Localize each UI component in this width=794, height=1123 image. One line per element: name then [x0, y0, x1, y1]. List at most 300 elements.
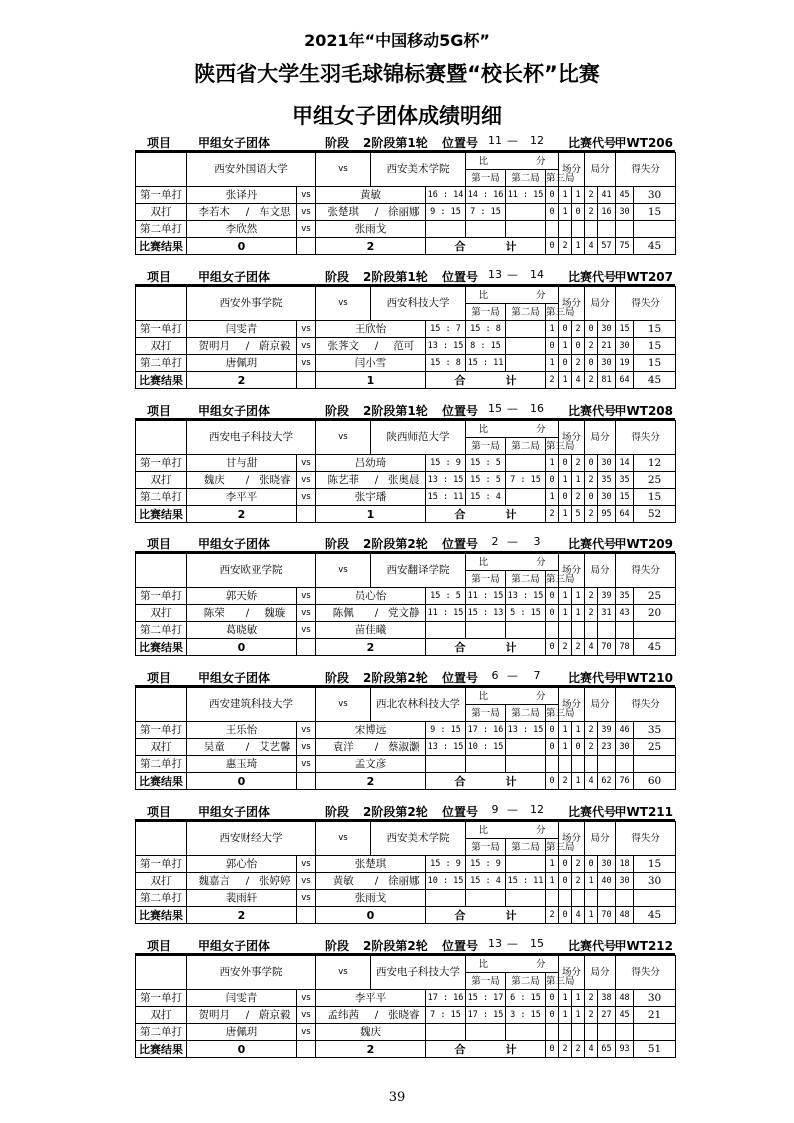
- points-won: 30: [598, 489, 616, 506]
- row-label: 双打: [136, 605, 187, 622]
- final-score-a: 0: [187, 238, 297, 255]
- duration: 15: [634, 856, 676, 873]
- player-b2: 范可: [383, 338, 426, 355]
- duration: 30: [634, 873, 676, 890]
- player-b: 张雨戈: [316, 221, 426, 238]
- blank-cell: [297, 773, 316, 790]
- match-table: [135, 420, 676, 523]
- vs-label: vs: [297, 856, 316, 873]
- final-score-b: 2: [316, 238, 426, 255]
- player-b: 魏庆: [316, 1024, 426, 1041]
- game-points-b: 2: [585, 990, 598, 1007]
- score-header-bi: 比: [478, 423, 489, 435]
- game3-header: 第三局: [546, 170, 559, 187]
- vs-label: vs: [297, 739, 316, 756]
- player-b1: 陈佩: [316, 605, 371, 622]
- total-label: [426, 372, 546, 389]
- score-header-bi: 比: [478, 958, 489, 970]
- row-label: 双打: [136, 472, 187, 489]
- match-points-a: 0: [546, 187, 559, 204]
- final-score-b: 1: [316, 506, 426, 523]
- player-b: 李平平: [316, 990, 426, 1007]
- position-dash: —: [507, 803, 518, 816]
- points-lost: [616, 1024, 634, 1041]
- player-b: 员心怡: [316, 588, 426, 605]
- game3-header: 第三局: [546, 438, 559, 455]
- vs-label: vs: [297, 990, 316, 1007]
- final-score-a: 2: [187, 506, 297, 523]
- player-b: 孟文彦: [316, 756, 426, 773]
- duration: 30: [634, 187, 676, 204]
- final-score-b: 2: [316, 639, 426, 656]
- game-points-header: 局分: [585, 956, 616, 990]
- duration: 35: [634, 722, 676, 739]
- game1-score: 15 : 5: [426, 588, 466, 605]
- final-score-a: 0: [187, 1041, 297, 1058]
- code-label: 比赛代号: [568, 805, 617, 819]
- game-points-b: [585, 1024, 598, 1041]
- game-points-a: 2: [572, 355, 585, 372]
- game-points-b: 0: [585, 489, 598, 506]
- match-table: [135, 687, 676, 790]
- match-points-a: 1: [546, 355, 559, 372]
- vs-label: vs: [297, 204, 316, 221]
- match-table: [135, 152, 676, 255]
- player-a: 李平平: [187, 489, 297, 506]
- total-duration: 45: [634, 639, 676, 656]
- row-label: 第二单打: [136, 622, 187, 639]
- game3-score: 15 : 11: [506, 873, 546, 890]
- game1-score: [426, 756, 466, 773]
- game3-score: [506, 338, 546, 355]
- game-points-header: 局分: [585, 688, 616, 722]
- total-label: [426, 1041, 546, 1058]
- match-code: 甲WT206: [614, 136, 673, 150]
- total-game-points-a: 2: [572, 639, 585, 656]
- row-label: 第一单打: [136, 990, 187, 1007]
- match-code: 甲WT208: [614, 404, 673, 418]
- match-block: [135, 268, 675, 389]
- code-label: 比赛代号: [568, 136, 617, 150]
- team-header-row: [136, 822, 676, 839]
- game2-header: 第二局: [506, 839, 546, 856]
- total-duration: 45: [634, 372, 676, 389]
- game-points-header: 局分: [585, 287, 616, 321]
- player-a: 甘与甜: [187, 455, 297, 472]
- score-header-fen: 分: [536, 423, 546, 435]
- match-code: 甲WT210: [614, 671, 673, 685]
- game1-score: [426, 890, 466, 907]
- game1-score: 13 : 15: [426, 338, 466, 355]
- match-table: [135, 286, 676, 389]
- points-header: 得失分: [616, 421, 676, 455]
- score-header-bi: 比: [478, 690, 489, 702]
- player-b: 苗佳曦: [316, 622, 426, 639]
- vs-label: vs: [316, 956, 371, 990]
- match-header: [135, 268, 675, 286]
- title-line-1: 2021年“中国移动5G杯”: [304, 31, 490, 50]
- team-a-name: 西安电子科技大学: [187, 421, 316, 455]
- title-line-2: 陕西省大学生羽毛球锦标赛暨“校长杯”比赛: [194, 62, 600, 86]
- game3-score: [506, 355, 546, 372]
- event-name: 甲组女子团体: [198, 270, 271, 284]
- team-b-name: 西安电子科技大学: [371, 956, 466, 990]
- total-label-b: 计: [505, 640, 517, 654]
- game2-score: [466, 756, 506, 773]
- total-points-won: 70: [598, 907, 616, 924]
- total-game-points-b: 2: [585, 372, 598, 389]
- game2-header: 第二局: [506, 304, 546, 321]
- vs-label: vs: [297, 221, 316, 238]
- item-label: 项目: [147, 939, 172, 953]
- match-points-a: [546, 1024, 559, 1041]
- game1-score: [426, 622, 466, 639]
- player-b: 黄敏: [316, 187, 426, 204]
- game3-header: 第三局: [546, 304, 559, 321]
- match-points-a: 0: [546, 204, 559, 221]
- vs-label: vs: [316, 822, 371, 856]
- total-duration: 45: [634, 238, 676, 255]
- slash: /: [242, 1007, 254, 1024]
- match-points-b: [559, 1024, 572, 1041]
- final-result-row: [136, 773, 676, 790]
- team-a-name: 西安欧亚学院: [187, 554, 316, 588]
- total-game-points-a: 5: [572, 506, 585, 523]
- final-result-row: [136, 506, 676, 523]
- game3-score: [506, 455, 546, 472]
- points-lost: 48: [616, 990, 634, 1007]
- team-a-name: 西安财经大学: [187, 822, 316, 856]
- points-header: 得失分: [616, 153, 676, 187]
- total-match-points-a: 0: [546, 1041, 559, 1058]
- game2-score: 15 : 8: [466, 321, 506, 338]
- score-header-bi: 比: [478, 289, 489, 301]
- total-label-a: 合: [454, 239, 466, 253]
- vs-label: vs: [297, 756, 316, 773]
- team-header-row: [136, 956, 676, 973]
- row-label: 第二单打: [136, 489, 187, 506]
- slash: /: [242, 605, 254, 622]
- stage-value: 2阶段第2轮: [363, 805, 428, 819]
- stage-label: 阶段: [325, 270, 350, 284]
- game2-score: 10 : 15: [466, 739, 506, 756]
- match-points-header: 场分: [559, 287, 585, 321]
- game2-header: 第二局: [506, 438, 546, 455]
- total-game-points-b: 4: [585, 238, 598, 255]
- player-b: 张雨戈: [316, 890, 426, 907]
- position-b: 3: [533, 535, 541, 548]
- player-a: 闫雯青: [187, 321, 297, 338]
- match-points-b: [559, 622, 572, 639]
- total-duration: 51: [634, 1041, 676, 1058]
- stage-label: 阶段: [325, 537, 350, 551]
- duration: 21: [634, 1007, 676, 1024]
- match-table: [135, 821, 676, 924]
- duration: 12: [634, 455, 676, 472]
- points-won: 30: [598, 321, 616, 338]
- game2-score: 15 : 11: [466, 355, 506, 372]
- player-a: 葛晓敏: [187, 622, 297, 639]
- match-points-header: 场分: [559, 421, 585, 455]
- points-header: 得失分: [616, 956, 676, 990]
- total-label-a: 合: [454, 774, 466, 788]
- game3-score: 7 : 15: [506, 472, 546, 489]
- page-number: 39: [388, 1090, 406, 1105]
- match-points-b: 0: [559, 455, 572, 472]
- points-header: 得失分: [616, 287, 676, 321]
- game-points-a: [572, 622, 585, 639]
- total-duration: 52: [634, 506, 676, 523]
- points-header: 得失分: [616, 822, 676, 856]
- total-game-points-b: 4: [585, 773, 598, 790]
- game3-score: [506, 890, 546, 907]
- game-points-b: 0: [585, 856, 598, 873]
- player-row: [136, 622, 676, 639]
- game-points-a: 1: [572, 990, 585, 1007]
- match-points-a: 1: [546, 321, 559, 338]
- blank-cell: [297, 372, 316, 389]
- game3-score: [506, 204, 546, 221]
- player-b1: 张楚琪: [316, 204, 371, 221]
- points-won: [598, 1024, 616, 1041]
- blank-cell: [136, 688, 187, 722]
- points-lost: 30: [616, 873, 634, 890]
- game2-score: [466, 622, 506, 639]
- slash: /: [242, 873, 254, 890]
- result-label: 比赛结果: [136, 238, 187, 255]
- match-block: [135, 937, 675, 1058]
- position-dash: —: [507, 134, 518, 147]
- team-b-name: 西安美术学院: [371, 153, 466, 187]
- result-label: 比赛结果: [136, 1041, 187, 1058]
- stage-value: 2阶段第2轮: [363, 671, 428, 685]
- player-row: [136, 221, 676, 238]
- points-header: 得失分: [616, 688, 676, 722]
- total-game-points-b: 1: [585, 907, 598, 924]
- player-row: [136, 472, 676, 489]
- slash: /: [242, 338, 254, 355]
- player-a2: 艾艺馨: [254, 739, 297, 756]
- vs-label: vs: [297, 890, 316, 907]
- match-code: 甲WT211: [614, 805, 673, 819]
- team-header-row: [136, 287, 676, 304]
- match-points-a: 0: [546, 722, 559, 739]
- game-points-header: 局分: [585, 554, 616, 588]
- score-header: [466, 421, 559, 438]
- game3-score: [506, 739, 546, 756]
- match-points-a: 0: [546, 1007, 559, 1024]
- vs-label: vs: [297, 355, 316, 372]
- game3-score: [506, 489, 546, 506]
- player-row: [136, 338, 676, 355]
- player-a1: 贺明月: [187, 1007, 242, 1024]
- match-points-b: 1: [559, 204, 572, 221]
- game-points-a: [572, 221, 585, 238]
- game3-score: [506, 1024, 546, 1041]
- player-b: 宋博远: [316, 722, 426, 739]
- game3-score: [506, 856, 546, 873]
- vs-label: vs: [297, 605, 316, 622]
- game3-score: [506, 221, 546, 238]
- match-points-b: 1: [559, 605, 572, 622]
- match-points-b: [559, 221, 572, 238]
- points-header: 得失分: [616, 554, 676, 588]
- match-points-a: [546, 221, 559, 238]
- blank-cell: [297, 506, 316, 523]
- game-points-b: 2: [585, 338, 598, 355]
- vs-label: vs: [316, 554, 371, 588]
- total-game-points-b: 4: [585, 639, 598, 656]
- player-a1: 贺明月: [187, 338, 242, 355]
- match-points-b: 1: [559, 990, 572, 1007]
- game-points-b: 2: [585, 472, 598, 489]
- game1-score: 15 : 9: [426, 856, 466, 873]
- blank-cell: [136, 956, 187, 990]
- blank-cell: [136, 287, 187, 321]
- match-block: [135, 803, 675, 924]
- team-header-row: [136, 421, 676, 438]
- match-points-b: 0: [559, 321, 572, 338]
- player-b1: 黄敏: [316, 873, 371, 890]
- points-won: 23: [598, 739, 616, 756]
- game-points-a: 0: [572, 204, 585, 221]
- game1-score: 7 : 15: [426, 1007, 466, 1024]
- stage-value: 2阶段第1轮: [363, 270, 428, 284]
- final-score-b: 2: [316, 773, 426, 790]
- game2-header: 第二局: [506, 973, 546, 990]
- total-match-points-b: 1: [559, 506, 572, 523]
- row-label: 第一单打: [136, 455, 187, 472]
- total-match-points-a: 2: [546, 506, 559, 523]
- vs-label: vs: [297, 338, 316, 355]
- total-match-points-a: 0: [546, 639, 559, 656]
- vs-label: vs: [316, 688, 371, 722]
- game-points-a: 1: [572, 722, 585, 739]
- game-points-b: 2: [585, 722, 598, 739]
- match-block: [135, 402, 675, 523]
- team-b-name: 西北农林科技大学: [371, 688, 466, 722]
- total-label-a: 合: [454, 640, 466, 654]
- points-lost: [616, 756, 634, 773]
- match-points-a: 0: [546, 739, 559, 756]
- points-lost: 30: [616, 204, 634, 221]
- game-points-b: 0: [585, 321, 598, 338]
- duration: 15: [634, 489, 676, 506]
- points-won: 39: [598, 722, 616, 739]
- total-points-won: 81: [598, 372, 616, 389]
- match-points-b: 1: [559, 588, 572, 605]
- result-label: 比赛结果: [136, 506, 187, 523]
- total-label-a: 合: [454, 908, 466, 922]
- points-won: 40: [598, 873, 616, 890]
- game-points-a: [572, 756, 585, 773]
- points-lost: [616, 890, 634, 907]
- game-points-b: [585, 890, 598, 907]
- total-match-points-a: 2: [546, 372, 559, 389]
- match-points-b: [559, 756, 572, 773]
- game-points-a: 1: [572, 605, 585, 622]
- game2-score: 15 : 4: [466, 489, 506, 506]
- score-header-bi: 比: [478, 824, 489, 836]
- stage-value: 2阶段第2轮: [363, 537, 428, 551]
- event-name: 甲组女子团体: [198, 671, 271, 685]
- match-points-b: 1: [559, 739, 572, 756]
- match-block: [135, 134, 675, 255]
- duration: 15: [634, 204, 676, 221]
- player-b: 吕幼琦: [316, 455, 426, 472]
- position-a: 2: [491, 535, 499, 548]
- game-points-a: [572, 890, 585, 907]
- score-header-bi: 比: [478, 556, 489, 568]
- total-label-a: 合: [454, 507, 466, 521]
- game2-header: 第二局: [506, 170, 546, 187]
- player-row: [136, 355, 676, 372]
- game1-score: 15 : 8: [426, 355, 466, 372]
- vs-label: vs: [297, 321, 316, 338]
- final-result-row: [136, 1041, 676, 1058]
- game1-score: 16 : 14: [426, 187, 466, 204]
- position-dash: —: [507, 937, 518, 950]
- total-points-lost: 64: [616, 506, 634, 523]
- match-points-b: 0: [559, 489, 572, 506]
- player-b2: 徐丽娜: [383, 873, 426, 890]
- match-points-a: [546, 622, 559, 639]
- player-row: [136, 187, 676, 204]
- game-points-a: 1: [572, 1007, 585, 1024]
- position-b: 7: [533, 669, 541, 682]
- final-result-row: [136, 639, 676, 656]
- game3-score: 11 : 15: [506, 187, 546, 204]
- position-label: 位置号: [442, 537, 479, 551]
- vs-label: vs: [316, 421, 371, 455]
- total-points-won: 62: [598, 773, 616, 790]
- game-points-b: 1: [585, 873, 598, 890]
- final-score-a: 2: [187, 372, 297, 389]
- player-row: [136, 756, 676, 773]
- player-b1: 袁洋: [316, 739, 371, 756]
- total-match-points-b: 2: [559, 238, 572, 255]
- player-b1: 张荠文: [316, 338, 371, 355]
- player-a2: 蔚京毅: [254, 338, 297, 355]
- position-label: 位置号: [442, 136, 479, 150]
- event-name: 甲组女子团体: [198, 537, 271, 551]
- player-row: [136, 321, 676, 338]
- match-points-b: 1: [559, 187, 572, 204]
- game2-score: 14 : 16: [466, 187, 506, 204]
- total-label: [426, 238, 546, 255]
- game1-header: 第一局: [466, 170, 506, 187]
- row-label: 双打: [136, 873, 187, 890]
- team-b-name: 西安翻译学院: [371, 554, 466, 588]
- points-lost: [616, 622, 634, 639]
- score-header: [466, 688, 559, 705]
- game-points-b: 2: [585, 588, 598, 605]
- match-points-a: 1: [546, 873, 559, 890]
- total-label: [426, 506, 546, 523]
- game2-score: 15 : 5: [466, 455, 506, 472]
- player-row: [136, 489, 676, 506]
- position-b: 12: [530, 803, 544, 816]
- total-match-points-a: 2: [546, 907, 559, 924]
- row-label: 第一单打: [136, 321, 187, 338]
- game2-score: 15 : 17: [466, 990, 506, 1007]
- team-header-row: [136, 688, 676, 705]
- total-points-won: 95: [598, 506, 616, 523]
- player-a2: 蔚京毅: [254, 1007, 297, 1024]
- game3-header: 第三局: [546, 973, 559, 990]
- player-row: [136, 722, 676, 739]
- game2-header: 第二局: [506, 571, 546, 588]
